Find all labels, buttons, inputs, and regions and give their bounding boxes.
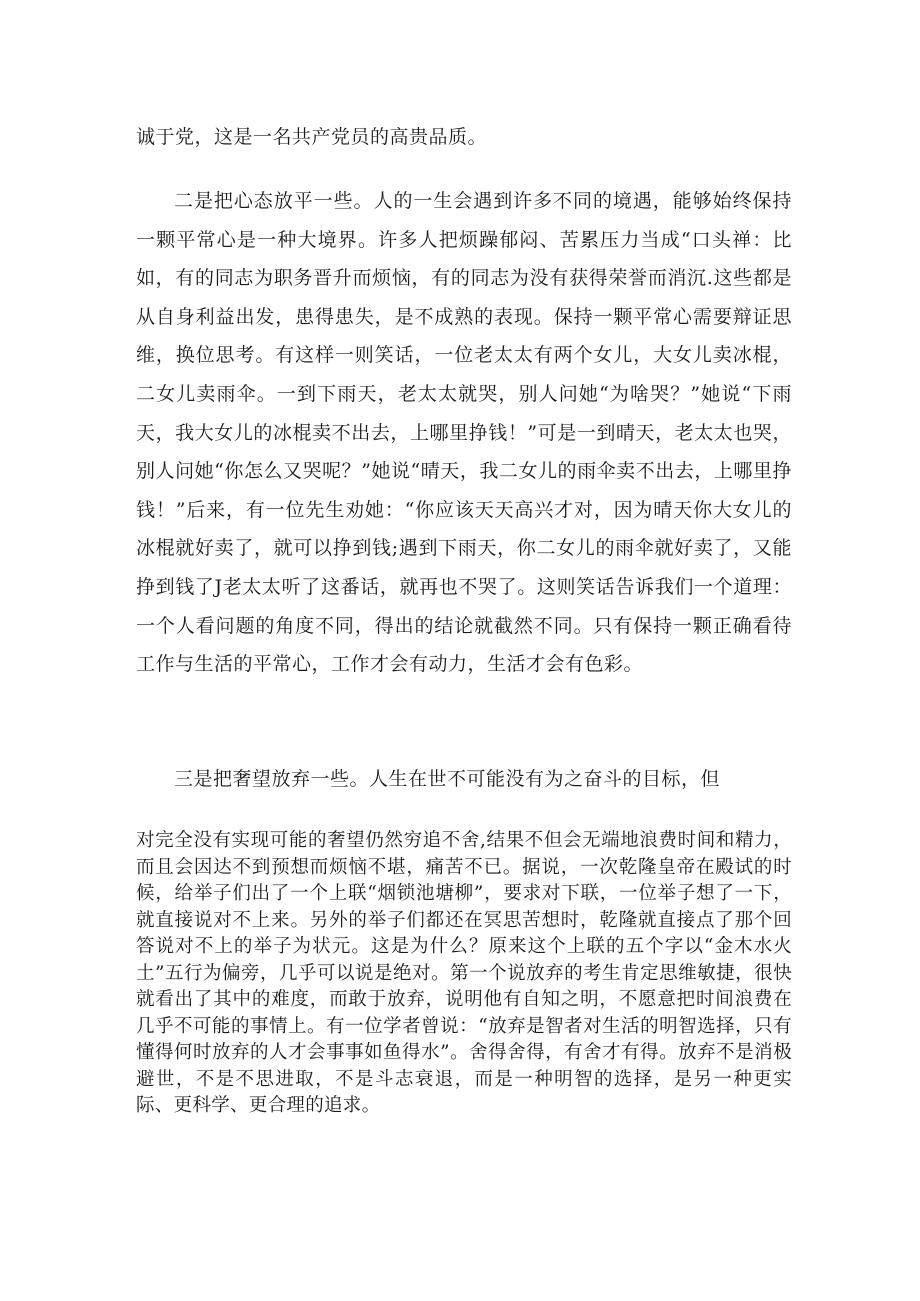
paragraph-calm-mindset: 二是把心态放平一些。人的一生会遇到许多不同的境遇，能够始终保持一颗平常心是一种大境界。许多人把烦躁郁闷、苦累压力当成“口头禅：比如，有的同志为职务晋升而烦恼，有的同志为没有获得荣誉而消沉.这些都是从自身利益出发，患得患失，是不成熟的表现。保持一颗平常心需要辩证思维，换位思考。有这样一则笑话，一位老太太有两个女儿，大女儿卖冰棍，二女儿卖雨伞。一到下雨天，老太太就哭，别人问她“为啥哭？”她说“下雨天，我大女儿的冰棍卖不出去，上哪里挣钱！”可是一到晴天，老太太也哭，别人问她“你怎么又哭呢？”她说“晴天，我二女儿的雨伞卖不出去，上哪里挣钱！”后来，有一位先生劝她：“你应该天天高兴才对，因为晴天你大女儿的冰棍就好卖了，就可以挣到钱;遇到下雨天，你二女儿的雨伞就好卖了，又能挣到钱了J老太太听了这番话，就再也不哭了。这则笑话告诉我们一个道理：一个人看问题的角度不同，得出的结论就截然不同。只有保持一颗正确看待工作与生活的平常心，工作才会有动力，生活才会有色彩。 bbox=[136, 190, 792, 676]
paragraph-continuation: 诚于党，这是一名共产党员的高贵品质。 bbox=[136, 126, 488, 148]
paragraph-let-go-body: 对完全没有实现可能的奢望仍然穷追不舍,结果不但会无端地浪费时间和精力，而且会因达不到预想而烦恼不堪，痛苦不已。据说，一次乾隆皇帝在殿试的时候，给举子们出了一个上联“烟锁池塘柳”，要求对下联，一位举子想了一下，就直接说对不上来。另外的举子们都还在冥思苦想时，乾隆就直接点了那个回答说对不上的举子为状元。这是为什么？原来这个上联的五个字以“金木水火土”五行为偏旁，几乎可以说是绝对。第一个说放弃的考生肯定思维敏捷，很快就看出了其中的难度，而敢于放弃，说明他有自知之明，不愿意把时间浪费在几乎不可能的事情上。有一位学者曾说：“放弃是智者对生活的明智选择，只有懂得何时放弃的人才会事事如鱼得水”。舍得舍得，有舍才有得。放弃不是消极避世，不是不思进取，不是斗志衰退，而是一种明智的选择，是另一种更实际、更科学、更合理的追求。 bbox=[136, 830, 792, 1116]
paragraph-let-go-heading-line: 三是把奢望放弃一些。人生在世不可能没有为之奋斗的目标，但 bbox=[174, 768, 721, 790]
